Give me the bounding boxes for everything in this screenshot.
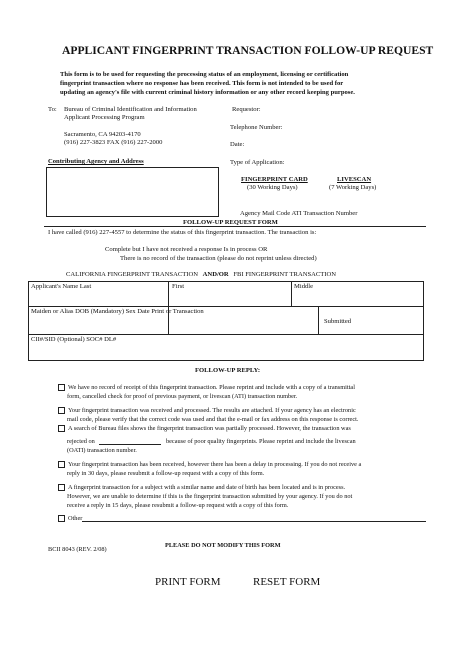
divider xyxy=(44,226,426,227)
reply-option-2[interactable]: Your fingerprint transaction was received and processed. The results are attached. If your agency has an electronic xyxy=(58,407,356,414)
other-text-field[interactable] xyxy=(82,513,426,522)
submitted-label: Submitted xyxy=(324,318,352,325)
requestor-label: Requestor: xyxy=(232,106,261,113)
status-option-2[interactable]: There is no record of the transaction (please do not reprint unless directed) xyxy=(120,255,317,262)
reply-option-3-line-3: (OATI) transaction number. xyxy=(67,447,137,454)
to-line-1: Bureau of Criminal Identification and Information xyxy=(64,106,197,113)
reply-option-3[interactable]: A search of Bureau files shows the fingerprint transaction was partially processed. However, the transaction was xyxy=(58,425,351,432)
reply-option-1-line-2: form, cancelled check for proof of previous payment, or livescan (ATI) transaction number. xyxy=(67,393,298,400)
fbi-header: FBI FINGERPRINT TRANSACTION xyxy=(233,271,337,278)
date-label: Date: xyxy=(230,141,245,148)
reply-option-5-line-3: receive a reply in 15 days, please resubmit a follow-up request with a copy of this form. xyxy=(67,502,289,509)
ca-header: CALIFORNIA FINGERPRINT TRANSACTION xyxy=(66,271,199,278)
reply-option-4-line-2: reply in 30 days, please resubmit a follow-up request with a copy of this form. xyxy=(67,470,265,477)
to-line-2: Applicant Processing Program xyxy=(64,114,145,121)
telephone-label: Telephone Number: xyxy=(230,124,283,131)
contributing-agency-field[interactable] xyxy=(46,167,219,217)
reset-form-button[interactable]: RESET FORM xyxy=(253,576,321,588)
to-line-4: (916) 227-3823 FAX (916) 227-2000 xyxy=(64,139,163,146)
reply-option-1[interactable]: We have no record of receipt of this fingerprint transaction. Please reprint and include with a copy of a transmittal xyxy=(58,384,355,391)
to-line-3: Sacramento, CA 94203-4170 xyxy=(64,131,141,138)
reply-option-5-line-2: However, we are unable to determine if this is the fingerprint transaction submitted by your agency. If you do not xyxy=(67,493,353,500)
rejected-date-field[interactable] xyxy=(99,438,161,445)
grid-col-line-2 xyxy=(291,281,292,306)
checkbox[interactable] xyxy=(58,461,65,468)
intro-line-1: This form is to be used for requesting the processing status of an employment, licensing or certification xyxy=(60,71,349,78)
reply-option-3-line-2: rejected on because of poor quality fingerprints. Please reprint and include the livescan xyxy=(67,438,356,445)
application-type-label: Type of Application: xyxy=(230,159,285,166)
andor-label: AND/OR xyxy=(202,271,229,278)
print-form-button[interactable]: PRINT FORM xyxy=(155,576,221,588)
ati-label: Agency Mail Code ATI Transaction Number xyxy=(240,210,358,217)
reply-option-2-line-2: mail code, please verify that the correct code was used and that the e-mail or fax address on this response is correct. xyxy=(67,416,359,423)
reply-option-5[interactable]: A fingerprint transaction for a subject with a similar name and date of birth has been located and is in process. xyxy=(58,484,345,491)
fingerprint-card-days: (30 Working Days) xyxy=(247,184,298,191)
intro-line-2: fingerprint transaction where no response has been received. This form is not intended to be used for xyxy=(60,80,344,87)
applicant-middle-name-field[interactable]: Middle xyxy=(294,283,314,290)
applicant-grid xyxy=(28,281,424,361)
form-number: BCII 8043 (REV. 2/08) xyxy=(48,546,107,553)
checkbox[interactable] xyxy=(58,484,65,491)
checkbox[interactable] xyxy=(58,515,65,522)
checkbox[interactable] xyxy=(58,425,65,432)
do-not-modify-notice: PLEASE DO NOT MODIFY THIS FORM xyxy=(165,542,281,549)
grid-col-line-3 xyxy=(318,306,319,334)
checkbox[interactable] xyxy=(58,384,65,391)
called-text: I have called (916) 227-4557 to determine the status of this fingerprint transaction. The transaction is: xyxy=(48,229,317,236)
page-title: APPLICANT FINGERPRINT TRANSACTION FOLLOW-UP REQUEST xyxy=(62,44,434,57)
to-label: To: xyxy=(48,106,57,113)
intro-line-3: updating an agency's file with current criminal history information or any other record keeping purpose. xyxy=(60,89,355,96)
grid-row-line-1 xyxy=(28,306,424,307)
fingerprint-card-option[interactable]: FINGERPRINT CARD xyxy=(241,176,308,183)
checkbox[interactable] xyxy=(58,407,65,414)
reply-option-4[interactable]: Your fingerprint transaction has been received, however there has been a delay in processing. If you do not receive a xyxy=(58,461,361,468)
contributing-agency-label: Contributing Agency and Address xyxy=(48,158,144,165)
transaction-header xyxy=(66,271,336,278)
applicant-first-name-field[interactable]: First xyxy=(172,283,185,290)
applicant-last-name-field[interactable]: Applicant's Name Last xyxy=(31,283,92,290)
status-option-1[interactable]: Complete but I have not received a response Is in process OR xyxy=(105,246,268,253)
reply-option-other[interactable]: Other xyxy=(58,515,82,522)
cii-soc-dl-field[interactable]: CII#/SID (Optional) SOC# DL# xyxy=(31,336,117,343)
reply-heading: FOLLOW-UP REPLY: xyxy=(195,367,261,374)
livescan-option[interactable]: LIVESCAN xyxy=(337,176,372,183)
maiden-dob-sex-date-field[interactable]: Maiden or Alias DOB (Mandatory) Sex Date Print or Transaction xyxy=(31,308,204,315)
follow-up-form-heading: FOLLOW-UP REQUEST FORM xyxy=(183,219,278,226)
livescan-days: (7 Working Days) xyxy=(329,184,377,191)
grid-row-line-2 xyxy=(28,334,424,335)
